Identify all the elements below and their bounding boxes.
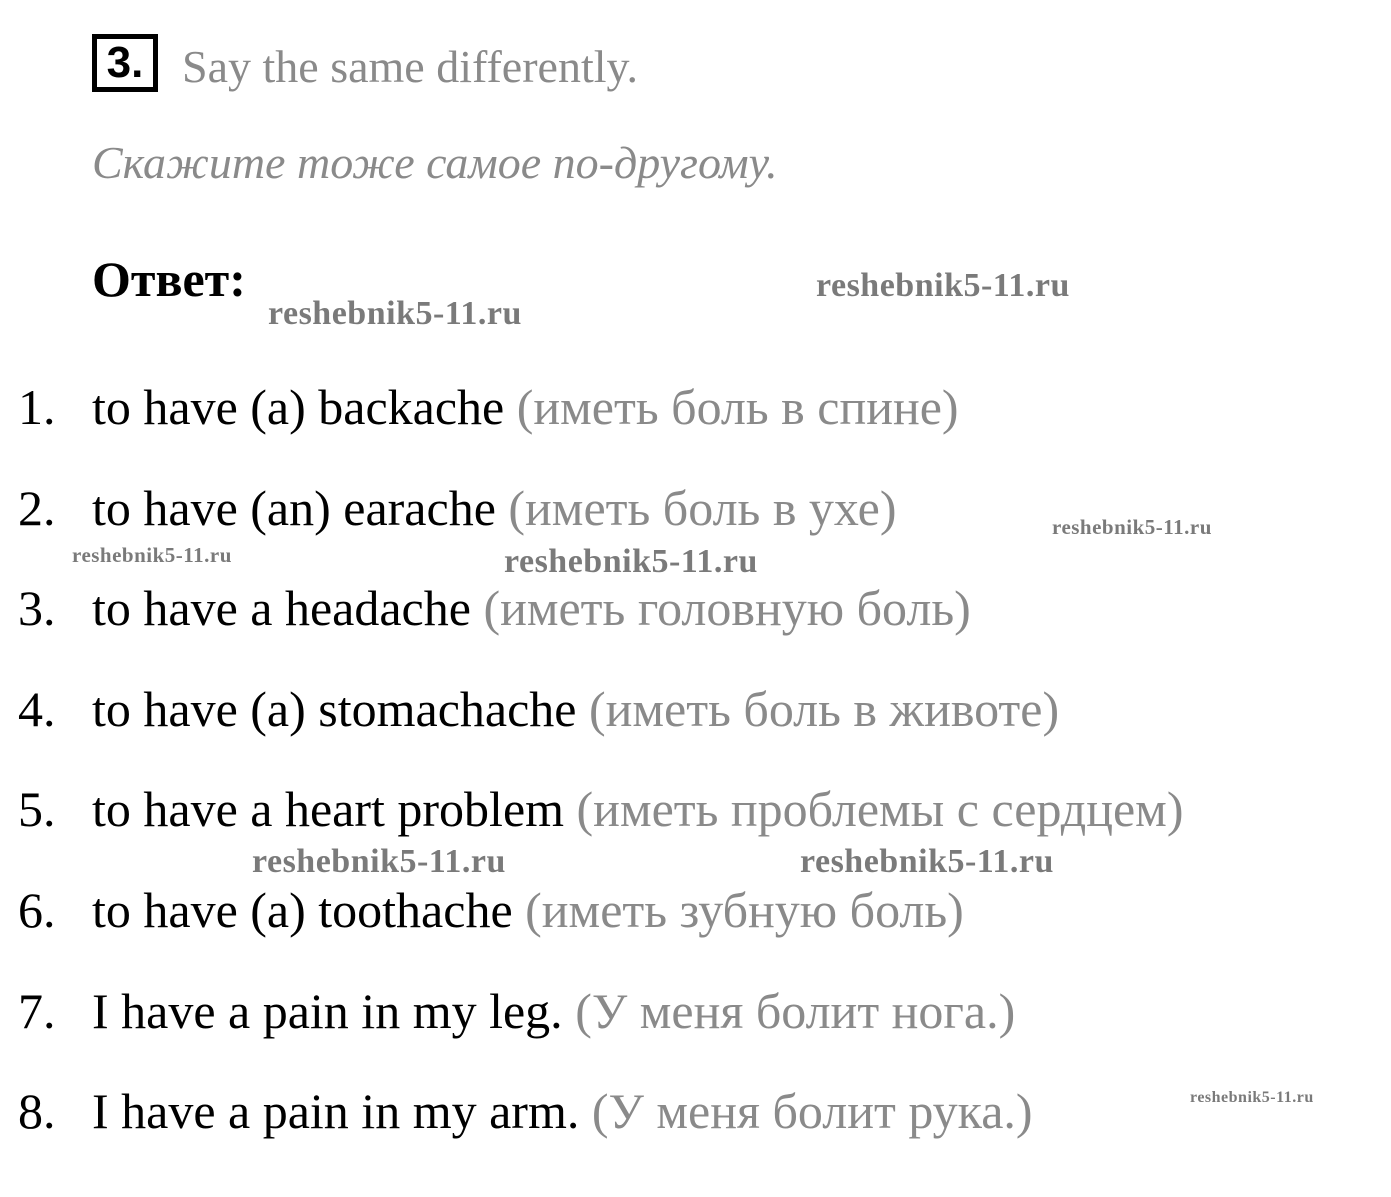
item-russian: (иметь боль в спине) (516, 379, 959, 435)
watermark: reshebnik5-11.ru (72, 543, 232, 567)
answer-label: Ответ: (92, 251, 246, 307)
answer-item-8 (18, 1080, 1033, 1142)
item-number: 5. (18, 781, 56, 837)
answer-item-4 (18, 678, 1059, 740)
item-russian: (иметь боль в животе) (588, 681, 1060, 737)
item-english: to have a headache (92, 580, 471, 636)
task-number-box: 3. (92, 34, 158, 92)
item-english: to have (a) toothache (92, 882, 513, 938)
item-russian: (У меня болит нога.) (575, 983, 1016, 1039)
item-number: 2. (18, 480, 56, 536)
watermark: reshebnik5-11.ru (1052, 515, 1212, 539)
item-number: 7. (18, 983, 56, 1039)
watermark: reshebnik5-11.ru (800, 843, 1054, 880)
item-english: I have a pain in my arm. (92, 1083, 580, 1139)
item-number: 8. (18, 1083, 56, 1139)
item-russian: (иметь зубную боль) (525, 882, 964, 938)
task-instruction-en: Say the same differently. (182, 41, 639, 92)
item-english: to have (a) stomachache (92, 681, 577, 737)
item-english: to have a heart problem (92, 781, 565, 837)
answer-item-5 (18, 778, 1183, 840)
answer-item-6 (18, 879, 964, 941)
item-number: 4. (18, 681, 56, 737)
task-instruction-ru: Скажите тоже самое по-другому. (92, 137, 778, 188)
item-english: to have (an) earache (92, 480, 496, 536)
watermark: reshebnik5-11.ru (268, 295, 522, 332)
item-russian: (иметь проблемы с сердцем) (576, 781, 1184, 837)
item-english: to have (a) backache (92, 379, 505, 435)
answer-item-7 (18, 980, 1015, 1042)
answer-item-3 (18, 577, 971, 639)
item-number: 1. (18, 379, 56, 435)
watermark: reshebnik5-11.ru (504, 543, 758, 580)
item-english: I have a pain in my leg. (92, 983, 563, 1039)
item-russian: (иметь боль в ухе) (508, 480, 897, 536)
watermark: reshebnik5-11.ru (252, 843, 506, 880)
item-russian: (иметь головную боль) (483, 580, 971, 636)
answer-item-1 (18, 376, 959, 438)
answer-item-2 (18, 477, 897, 539)
item-number: 6. (18, 882, 56, 938)
item-number: 3. (18, 580, 56, 636)
item-russian: (У меня болит рука.) (591, 1083, 1033, 1139)
watermark: reshebnik5-11.ru (816, 267, 1070, 304)
watermark: reshebnik5-11.ru (1190, 1089, 1314, 1106)
